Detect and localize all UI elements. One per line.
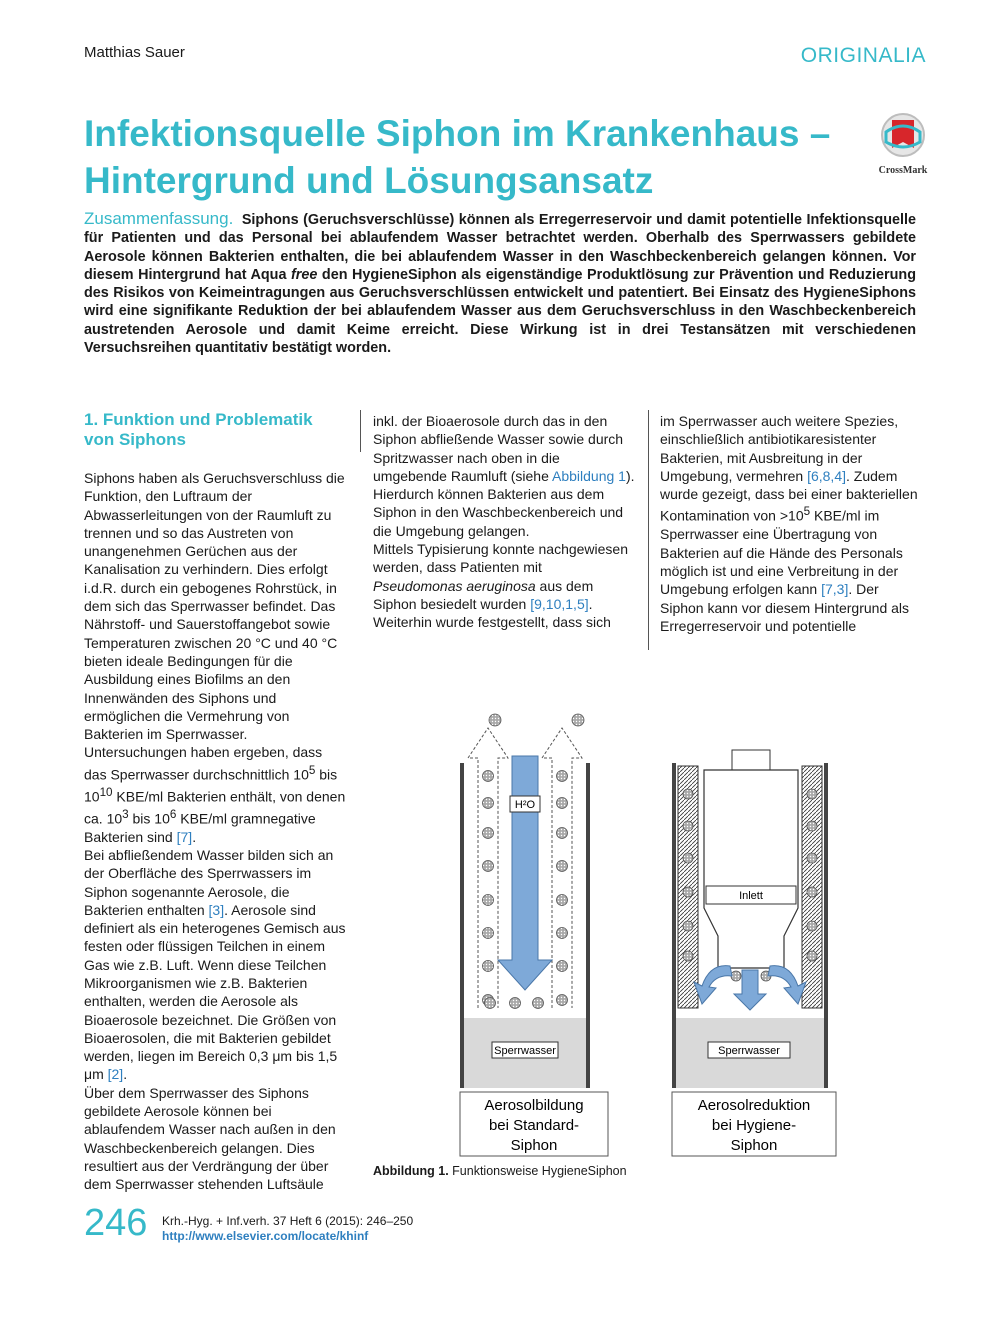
journal-citation: Krh.-Hyg. + Inf.verh. 37 Heft 6 (2015): 246–250 [162,1214,414,1228]
figure-1 [440,708,850,1160]
paragraph: Mittels Typisierung konnte nachgewiesen werden, dass Patienten mit Pseudomonas aeruginosa aus dem Siphon besiedelt wurden [9,10,1,5]. [373,541,629,612]
paragraph: inkl. der Bioaerosole durch das in den Siphon abfließende Wasser sowie durch Spritzwasser nach oben in die umgebende Raumluft (siehe Abbildung 1). Hierdurch können Bakterien aus dem Siphon in den Waschbeckenbereich und die Umgebung gelangen. [373,413,635,539]
h2o-label: H²O [514,799,536,811]
standard-siphon [460,714,608,1156]
column-divider [648,410,649,650]
figure-caption-label: Abbildung 1. [373,1164,449,1178]
section-label: ORIGINALIA [800,44,926,67]
section-heading [84,410,354,450]
abstract [84,210,916,357]
sperrwasser-label-left: Sperrwasser [494,1045,556,1057]
paragraph: im Sperrwasser auch weitere Spezies, einschließlich antibiotikaresistenter Bakterien, mit Ausbreitung in der Umgebung, vermehren [6,8,4]. Zudem wurde gezeigt, dass bei einer bakteriellen Kontamination von $>10^5$ KBE/ml im Sperrwasser eine Übertragung von Bakterien auf die Hände des Personals möglich ist und eine Verbreitung in der Umgebung erfolgen kann [7,3]. Der Siphon kann vor diesem Hintergrund als Erregerreservoir und potentielle [660,413,918,634]
abstract-text-b: den HygieneSiphon als eigenständige Produktlösung zur Prävention und Reduzierung des Risikos von Keimeintragungen aus Geruchsverschlüssen entwickelt und patentiert. Bei Einsatz des HygieneSiphons wird eine signifikante Reduktion der bei ablaufendem Wasser aus dem Geruchsverschluss in den Waschbeckenbereich austretenden Aerosole und damit Keime erreicht. Diese Wirkung ist in drei Testansätzen mit verschiedenen Versuchsreihen quantitativ bestätigt worden. [84,266,917,357]
abstract-text-a: Siphons (Geruchsverschlüsse) können als Erregerreservoir und damit potentielle Infektionsquelle für Patienten und das Personal bei ablaufendem Wasser betrachtet werden. Oberhalb des Sperrwassers gebildete Aerosole können Bakterien enthalten, die bei ablaufendem Wasser in den Waschbeckenbereich gelangen können. Vor diesem Hintergrund hat Aqua [84,212,917,283]
crossmark-icon [872,112,934,158]
paragraph: Bei abfließendem Wasser bilden sich an der Oberfläche des Sperrwassers im Siphon sogenannte Aerosole, die Bakterien enthalten [3]. Aerosole sind definiert als ein heterogenes Gemisch aus festen oder flüssigen Teilchen in einem Gas wie z.B. Luft. Wenn diese Teilchen Mikroorganismen wie z.B. Bakterien enthalten, werden die Aerosole als Bioaerosole bezeichnet. Die Größen von Bioaerosolen, die mit Bakterien gebildet werden, liegen im Bereich 0,3 μm bis 1,5 μm [2]. [84,846,346,1083]
left-caption-line-1: Aerosolbildung [484,1097,584,1114]
citation-link[interactable]: [9,10,1,5] [530,595,589,612]
left-caption-line-2: bei Standard- [488,1117,580,1134]
abstract-label: Zusammenfassung. [84,209,234,228]
section-heading-line-1: 1. Funktion und Problematik [84,410,313,429]
crossmark-label: CrossMark [878,165,928,176]
title-line-1: Infektionsquelle Siphon im Krankenhaus – [84,113,831,154]
crossmark-badge[interactable] [872,112,934,176]
flow-arrow-left [694,966,732,1004]
journal-footer [162,1214,413,1244]
hygiene-siphon [672,750,836,1156]
body-column-1 [84,469,348,1194]
citation-link[interactable]: [6,8,4] [807,467,846,484]
right-caption-line-2: bei Hygiene- [711,1117,797,1134]
running-author: Matthias Sauer [84,44,185,61]
page-number: 246 [84,1202,148,1244]
title-line-2: Hintergrund und Lösungsansatz [84,160,654,201]
right-caption-line-3: Siphon [730,1137,778,1154]
paragraph: Über dem Sperrwasser des Siphons gebildete Aerosole können bei ablaufendem Wasser nach außen in den Waschbeckenbereich gelangen. Dies resultiert aus der Verdrängung der über dem Sperrwasser stehenden Luftsäule [84,1084,336,1193]
siphon-diagram [440,708,850,1160]
citation-link[interactable]: [7,3] [821,581,849,598]
article-title [84,110,844,204]
column-divider [360,410,361,452]
paragraph: Siphons haben als Geruchsverschluss die Funktion, den Luftraum der Abwasserleitungen von der Raumluft zu trennen und so das Austreten von unangenehmen Gerüchen aus der Kanalisation zu verhindern. Dies erfolgt i.d.R. durch ein gebogenes Rohrstück, in dem sich das Sperrwasser befindet. Das Nährstoff- und Sauerstoffangebot sowie Temperaturen zwischen 20 °C und 40 °C bieten ideale Bedingungen für die Ausbildung eines Biofilms an den Innenwänden des Siphons und ermöglichen die Vermehrung von Bakterien im Sperrwasser. [84,470,345,743]
body-column-2 [373,412,635,632]
figure-caption-text: Funktionsweise HygieneSiphon [452,1164,627,1178]
left-caption-line-3: Siphon [510,1137,558,1154]
right-caption-line-1: Aerosolreduktion [697,1097,811,1114]
citation-link[interactable]: [2] [107,1066,124,1083]
figure-link[interactable]: Abbildung 1 [552,467,626,484]
figure-caption [373,1164,627,1178]
paragraph: Weiterhin wurde festgestellt, dass sich [373,614,611,631]
flow-arrow-right [768,966,806,1004]
body-column-3 [660,412,920,635]
inlett-label: Inlett [739,890,763,902]
abstract-free: free [290,266,318,283]
sperrwasser-label-right: Sperrwasser [718,1045,780,1057]
citation-link[interactable]: [7] [176,828,193,845]
journal-url-link[interactable]: http://www.elsevier.com/locate/khinf [162,1229,369,1243]
water-arrow [498,756,552,990]
citation-link[interactable]: [3] [208,901,225,918]
section-heading-line-2: von Siphons [84,430,186,449]
paragraph: Untersuchungen haben ergeben, dass das Sperrwasser durchschnittlich $10^5$ bis $10^{10}$ KBE/ml Bakterien enthält, von denen ca. $10^3$ bis $10^6$ KBE/ml gramnegative Bakterien sind [7]. [84,744,346,845]
